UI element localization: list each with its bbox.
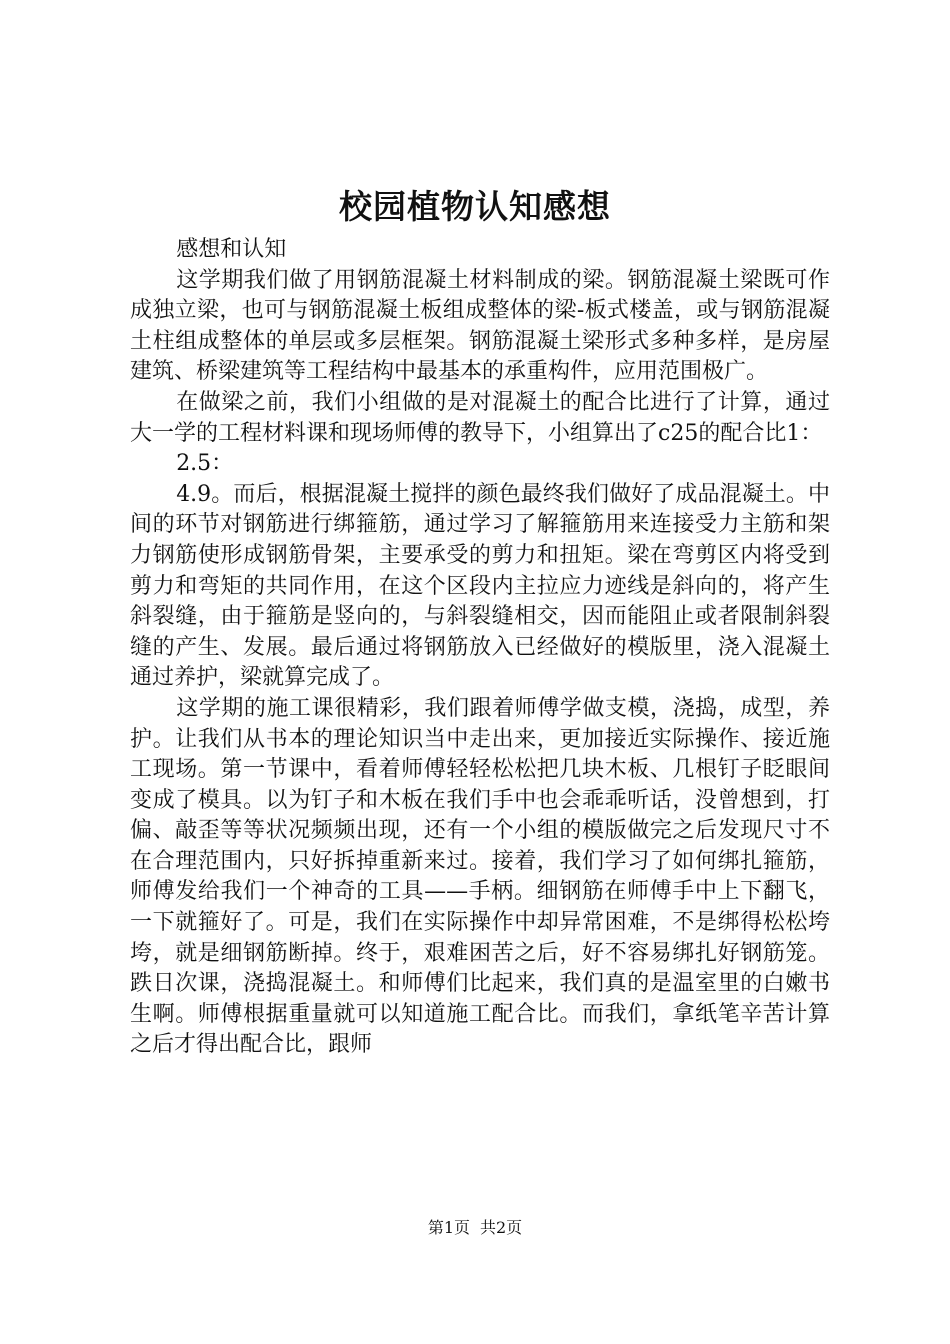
body-paragraph: 这学期我们做了用钢筋混凝土材料制成的梁。钢筋混凝土梁既可作成独立梁，也可与钢筋混凝土板组成整体的梁-板式楼盖，或与钢筋混凝土柱组成整体的单层或多层框架。钢筋混凝土梁形式多种多样，是房屋建筑、桥梁建筑等工程结构中最基本的承重构件，应用范围极广。 xyxy=(130,267,830,385)
document-body xyxy=(130,235,830,1061)
page-number: 第1页 xyxy=(427,1218,470,1237)
page-footer xyxy=(0,1217,950,1239)
body-paragraph: 2.5： xyxy=(176,451,234,477)
body-paragraph: 感想和认知 xyxy=(176,237,287,262)
body-paragraph: 这学期的施工课很精彩，我们跟着师傅学做支模，浇捣，成型，养护。让我们从书本的理论知识当中走出来，更加接近实际操作、接近施工现场。第一节课中，看着师傅轻轻松松把几块木板、几根钉子眨眼间变成了模具。以为钉子和木板在我们手中也会乖乖听话，没曾想到，打偏、敲歪等等状况频频出现，还有一个小组的模版做完之后发现尺寸不在合理范围内，只好拆掉重新来过。接着，我们学习了如何绑扎箍筋，师傅发给我们一个神奇的工具——手柄。细钢筋在师傅手中上下翻飞，一下就箍好了。可是，我们在实际操作中却异常困难，不是绑得松松垮垮，就是细钢筋断掉。终于，艰难困苦之后，好不容易绑扎好钢筋笼。跌日次课，浇捣混凝土。和师傅们比起来，我们真的是温室里的白嫩书生啊。师傅根据重量就可以知道施工配合比。而我们，拿纸笔辛苦计算之后才得出配合比，跟师 xyxy=(130,695,830,1058)
body-paragraph: 4.9。而后，根据混凝土搅拌的颜色最终我们做好了成品混凝土。中间的环节对钢筋进行绑箍筋，通过学习了解箍筋用来连接受力主筋和架力钢筋使形成钢筋骨架，主要承受的剪力和扭矩。梁在弯剪区内将受到剪力和弯矩的共同作用，在这个区段内主拉应力迹线是斜向的，将产生斜裂缝，由于箍筋是竖向的，与斜裂缝相交，因而能阻止或者限制斜裂缝的产生、发展。最后通过将钢筋放入已经做好的模版里，浇入混凝土通过养护，梁就算完成了。 xyxy=(130,481,830,691)
document-title: 校园植物认知感想 xyxy=(339,187,611,226)
page-total: 共2页 xyxy=(480,1218,523,1237)
body-paragraph: 在做梁之前，我们小组做的是对混凝土的配合比进行了计算，通过大一学的工程材料课和现场师傅的教导下，小组算出了c25的配合比1： xyxy=(130,389,830,446)
